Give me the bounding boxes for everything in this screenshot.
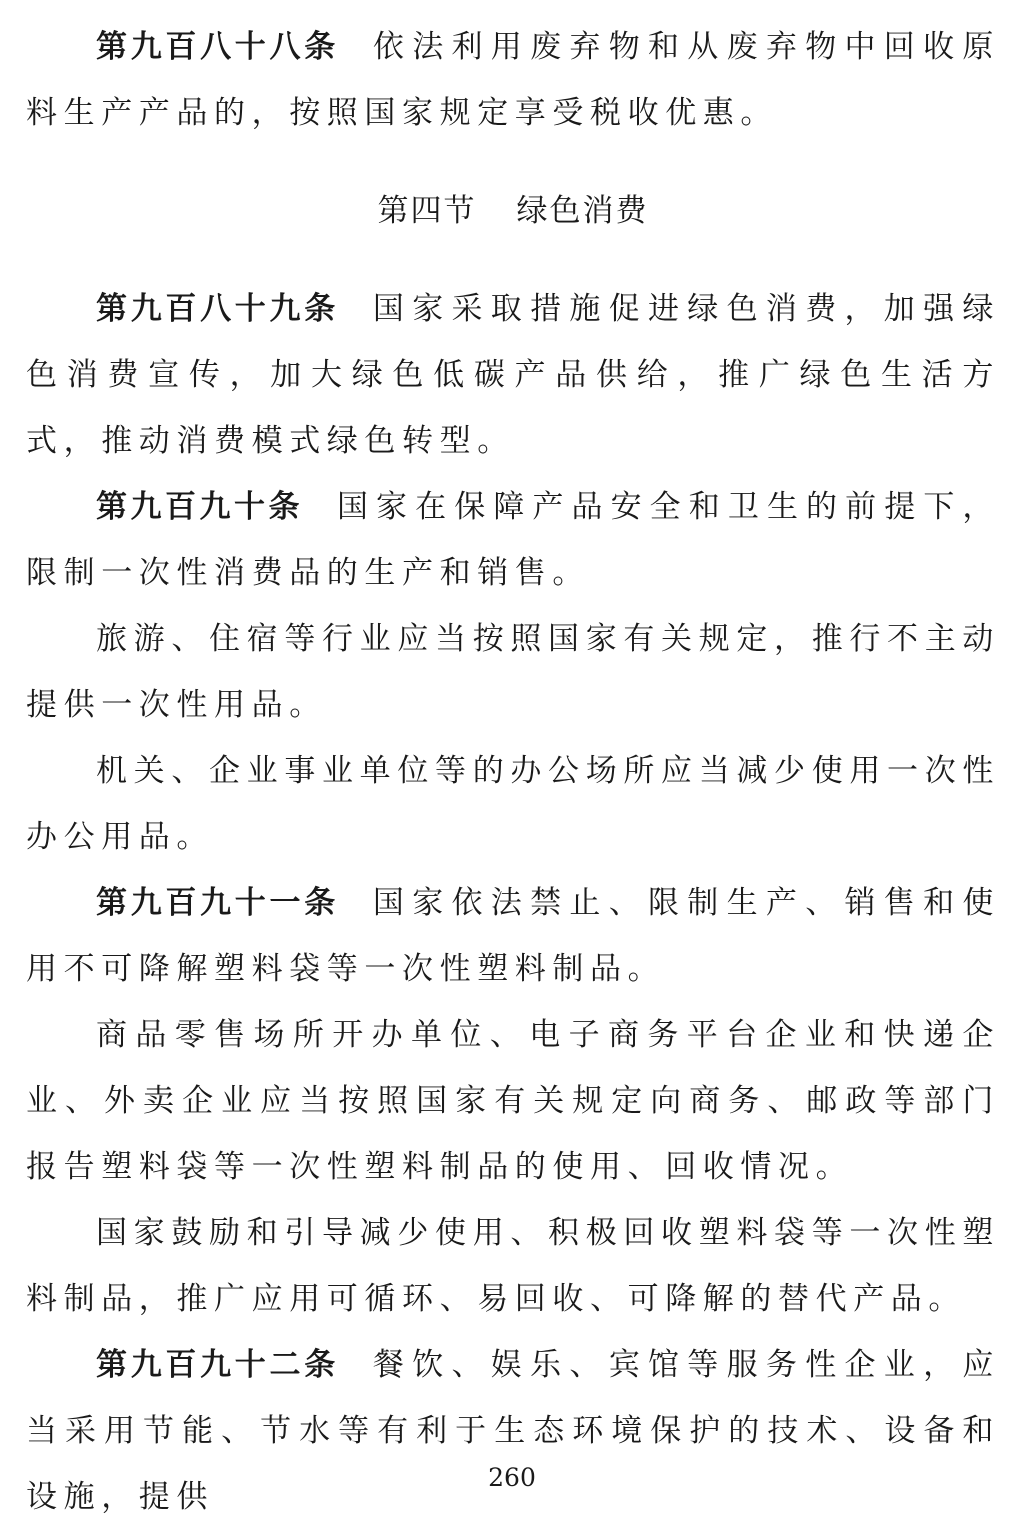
article-990 xyxy=(26,474,1000,606)
article-text: 国家依法禁止、限制生产、销售和使用不可降解塑料袋等一次性塑料制品。 xyxy=(26,885,1000,987)
article-991 xyxy=(26,870,1000,1002)
article-number: 第九百九十一条 xyxy=(96,885,339,921)
article-number: 第九百九十条 xyxy=(96,489,303,525)
article-text: 国家在保障产品安全和卫生的前提下，限制一次性消费品的生产和销售。 xyxy=(26,489,1001,591)
section-title: 绿色消费 xyxy=(516,193,649,229)
article-number: 第九百九十二条 xyxy=(96,1347,339,1383)
section-label: 第四节 xyxy=(377,193,477,229)
article-988 xyxy=(26,14,1000,146)
article-990-paragraph-3: 机关、企业事业单位等的办公场所应当减少使用一次性办公用品。 xyxy=(26,753,1000,855)
article-991-paragraph-2: 商品零售场所开办单位、电子商务平台企业和快递企业、外卖企业应当按照国家有关规定向商务、邮政等部门报告塑料袋等一次性塑料制品的使用、回收情况。 xyxy=(26,1017,1000,1185)
article-990-paragraph-2: 旅游、住宿等行业应当按照国家有关规定，推行不主动提供一次性用品。 xyxy=(26,621,1000,723)
article-text: 餐饮、娱乐、宾馆等服务性企业，应当采用节能、节水等有利于生态环境保护的技术、设备和设施，提供 xyxy=(26,1347,1000,1515)
section-heading xyxy=(26,178,1000,244)
article-992 xyxy=(26,1332,1000,1530)
article-number: 第九百八十九条 xyxy=(96,291,339,327)
article-text: 国家采取措施促进绿色消费，加强绿色消费宣传，加大绿色低碳产品供给，推广绿色生活方式，推动消费模式绿色转型。 xyxy=(26,291,1000,459)
article-991-paragraph-3: 国家鼓励和引导减少使用、积极回收塑料袋等一次性塑料制品，推广应用可循环、易回收、可降解的替代产品。 xyxy=(26,1215,1000,1317)
article-number: 第九百八十八条 xyxy=(96,29,339,65)
article-989 xyxy=(26,276,1000,474)
article-text: 依法利用废弃物和从废弃物中回收原料生产产品的，按照国家规定享受税收优惠。 xyxy=(26,29,1000,131)
page-number: 260 xyxy=(488,1463,536,1492)
document-page xyxy=(26,14,1000,1530)
